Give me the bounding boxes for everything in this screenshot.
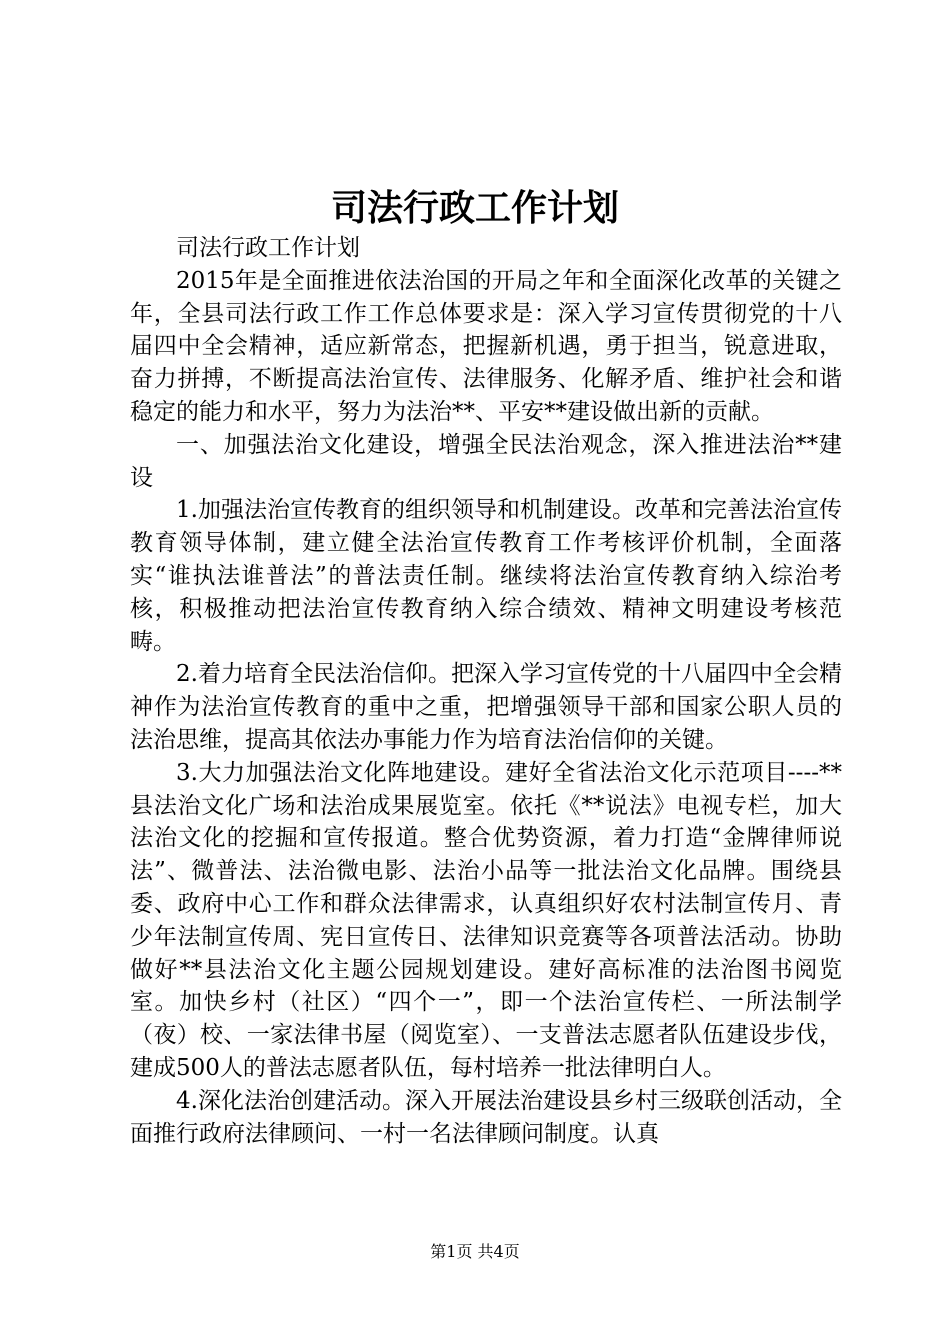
paragraph: 2015年是全面推进依法治国的开局之年和全面深化改革的关键之年，全县司法行政工作工作总体要求是：深入学习宣传贯彻党的十八届四中全会精神，适应新常态，把握新机遇，勇于担当，锐意进取，奋力拼搏，不断提高法治宣传、法律服务、化解矛盾、维护社会和谐稳定的能力和水平，努力为法治**、平安**建设做出新的贡献。 xyxy=(130,267,842,425)
paragraph: 司法行政工作计划 xyxy=(176,235,360,261)
paragraph: 1.加强法治宣传教育的组织领导和机制建设。改革和完善法治宣传教育领导体制，建立健全法治宣传教育工作考核评价机制，全面落实“谁执法谁普法”的普法责任制。继续将法治宣传教育纳入综治考核，积极推动把法治宣传教育纳入综合绩效、精神文明建设考核范畴。 xyxy=(130,497,842,655)
paragraph: 4.深化法治创建活动。深入开展法治建设县乡村三级联创活动，全面推行政府法律顾问、一村一名法律顾问制度。认真 xyxy=(130,1087,842,1147)
document-title: 司法行政工作计划 xyxy=(330,187,619,229)
paragraph: 2.着力培育全民法治信仰。把深入学习宣传党的十八届四中全会精神作为法治宣传教育的重中之重，把增强领导干部和国家公职人员的法治思维，提高其依法办事能力作为培育法治信仰的关键。 xyxy=(130,661,842,753)
document-body xyxy=(130,232,842,1150)
paragraph: 3.大力加强法治文化阵地建设。建好全省法治文化示范项目----**县法治文化广场和法治成果展览室。依托《**说法》电视专栏，加大法治文化的挖掘和宣传报道。整合优势资源，着力打造“金牌律师说法”、微普法、法治微电影、法治小品等一批法治文化品牌。围绕县委、政府中心工作和群众法律需求，认真组织好农村法制宣传月、青少年法制宣传周、宪日宣传日、法律知识竞赛等各项普法活动。协助做好**县法治文化主题公园规划建设。建好高标准的法治图书阅览室。加快乡村（社区）“四个一”，即一个法治宣传栏、一所法制学（夜）校、一家法律书屋（阅览室）、一支普法志愿者队伍建设步伐，建成500人的普法志愿者队伍，每村培养一批法律明白人。 xyxy=(130,759,842,1081)
section-heading: 一、加强法治文化建设，增强全民法治观念，深入推进法治**建设 xyxy=(130,431,842,491)
page-number-footer: 第1页 共4页 xyxy=(430,1242,520,1261)
